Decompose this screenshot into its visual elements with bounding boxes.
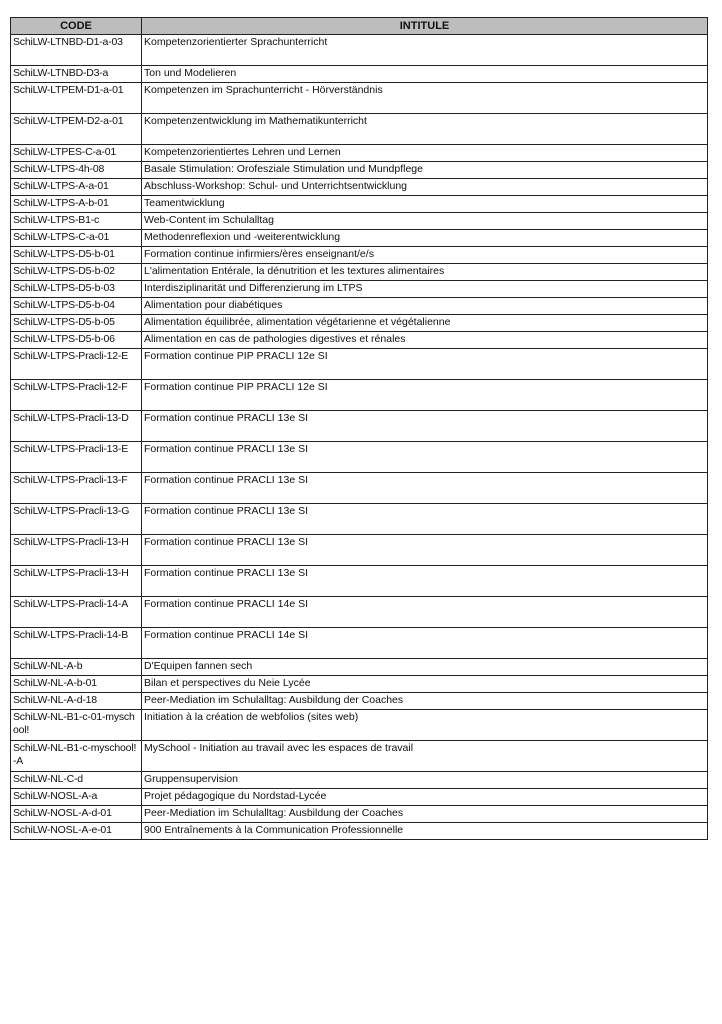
table-row bbox=[11, 597, 708, 628]
table-row bbox=[11, 380, 708, 411]
code-cell: SchiLW-LTPS-Pracli-13-G bbox=[11, 504, 142, 535]
table-row bbox=[11, 349, 708, 380]
intitule-cell: Formation continue PRACLI 13e SI bbox=[142, 411, 708, 442]
intitule-cell: Interdisziplinarität und Differenzierung im LTPS bbox=[142, 281, 708, 298]
table-row bbox=[11, 710, 708, 741]
code-cell: SchiLW-NOSL-A-a bbox=[11, 789, 142, 806]
code-cell: SchiLW-LTPS-D5-b-04 bbox=[11, 298, 142, 315]
code-cell: SchiLW-LTPS-Pracli-13-F bbox=[11, 473, 142, 504]
code-cell: SchiLW-LTPS-D5-b-03 bbox=[11, 281, 142, 298]
table-row bbox=[11, 83, 708, 114]
table-row bbox=[11, 693, 708, 710]
code-cell: SchiLW-LTPS-A-b-01 bbox=[11, 196, 142, 213]
code-cell: SchiLW-LTPS-Pracli-13-D bbox=[11, 411, 142, 442]
intitule-cell: Alimentation équilibrée, alimentation végétarienne et végétalienne bbox=[142, 315, 708, 332]
intitule-cell: Formation continue PRACLI 14e SI bbox=[142, 597, 708, 628]
table-row bbox=[11, 806, 708, 823]
table-row bbox=[11, 504, 708, 535]
code-cell: SchiLW-LTPS-Pracli-12-E bbox=[11, 349, 142, 380]
table-row bbox=[11, 315, 708, 332]
intitule-cell: Formation continue PRACLI 13e SI bbox=[142, 442, 708, 473]
code-cell: SchiLW-LTPS-A-a-01 bbox=[11, 179, 142, 196]
code-cell: SchiLW-NOSL-A-d-01 bbox=[11, 806, 142, 823]
table-row bbox=[11, 535, 708, 566]
table-row bbox=[11, 823, 708, 840]
intitule-cell: Projet pédagogique du Nordstad-Lycée bbox=[142, 789, 708, 806]
intitule-cell: Formation continue PRACLI 14e SI bbox=[142, 628, 708, 659]
header-code: CODE bbox=[11, 18, 142, 35]
table-row bbox=[11, 566, 708, 597]
code-cell: SchiLW-LTPS-Pracli-14-B bbox=[11, 628, 142, 659]
code-cell: SchiLW-LTPES-C-a-01 bbox=[11, 145, 142, 162]
code-cell: SchiLW-NL-B1-c-01-myschool! bbox=[11, 710, 142, 741]
table-row bbox=[11, 659, 708, 676]
code-cell: SchiLW-LTNBD-D1-a-03 bbox=[11, 35, 142, 66]
code-cell: SchiLW-LTPS-D5-b-06 bbox=[11, 332, 142, 349]
code-cell: SchiLW-LTPS-B1-c bbox=[11, 213, 142, 230]
table-row bbox=[11, 66, 708, 83]
table-row bbox=[11, 741, 708, 772]
intitule-cell: Alimentation en cas de pathologies digestives et rénales bbox=[142, 332, 708, 349]
table-row bbox=[11, 213, 708, 230]
header-row bbox=[11, 18, 708, 35]
intitule-cell: Formation continue PRACLI 13e SI bbox=[142, 535, 708, 566]
code-cell: SchiLW-NL-A-d-18 bbox=[11, 693, 142, 710]
intitule-cell: L'alimentation Entérale, la dénutrition et les textures alimentaires bbox=[142, 264, 708, 281]
intitule-cell: Gruppensupervision bbox=[142, 772, 708, 789]
intitule-cell: MySchool - Initiation au travail avec les espaces de travail bbox=[142, 741, 708, 772]
intitule-cell: Formation continue PIP PRACLI 12e SI bbox=[142, 380, 708, 411]
intitule-cell: Kompetenzen im Sprachunterricht - Hörverständnis bbox=[142, 83, 708, 114]
intitule-cell: Alimentation pour diabétiques bbox=[142, 298, 708, 315]
table-body bbox=[11, 35, 708, 840]
intitule-cell: Kompetenzorientiertes Lehren und Lernen bbox=[142, 145, 708, 162]
code-cell: SchiLW-LTPS-C-a-01 bbox=[11, 230, 142, 247]
table-row bbox=[11, 179, 708, 196]
intitule-cell: Formation continue PRACLI 13e SI bbox=[142, 473, 708, 504]
intitule-cell: Peer-Mediation im Schulalltag: Ausbildung der Coaches bbox=[142, 693, 708, 710]
intitule-cell: Abschluss-Workshop: Schul- und Unterrichtsentwicklung bbox=[142, 179, 708, 196]
course-table bbox=[10, 17, 708, 840]
intitule-cell: 900 Entraînements à la Communication Professionnelle bbox=[142, 823, 708, 840]
code-cell: SchiLW-LTPS-Pracli-13-E bbox=[11, 442, 142, 473]
code-cell: SchiLW-LTPS-D5-b-05 bbox=[11, 315, 142, 332]
intitule-cell: Formation continue PRACLI 13e SI bbox=[142, 504, 708, 535]
code-cell: SchiLW-NL-A-b-01 bbox=[11, 676, 142, 693]
code-cell: SchiLW-NOSL-A-e-01 bbox=[11, 823, 142, 840]
code-cell: SchiLW-LTNBD-D3-a bbox=[11, 66, 142, 83]
intitule-cell: Web-Content im Schulalltag bbox=[142, 213, 708, 230]
table-row bbox=[11, 281, 708, 298]
table-row bbox=[11, 114, 708, 145]
header-intitule: INTITULE bbox=[142, 18, 708, 35]
code-cell: SchiLW-LTPS-Pracli-12-F bbox=[11, 380, 142, 411]
code-cell: SchiLW-NL-A-b bbox=[11, 659, 142, 676]
table-row bbox=[11, 442, 708, 473]
table-row bbox=[11, 411, 708, 442]
code-cell: SchiLW-LTPEM-D2-a-01 bbox=[11, 114, 142, 145]
intitule-cell: Kompetenzorientierter Sprachunterricht bbox=[142, 35, 708, 66]
intitule-cell: Peer-Mediation im Schulalltag: Ausbildung der Coaches bbox=[142, 806, 708, 823]
intitule-cell: Kompetenzentwicklung im Mathematikunterricht bbox=[142, 114, 708, 145]
table-row bbox=[11, 35, 708, 66]
intitule-cell: Formation continue PIP PRACLI 12e SI bbox=[142, 349, 708, 380]
document-page bbox=[10, 17, 707, 840]
intitule-cell: Formation continue PRACLI 13e SI bbox=[142, 566, 708, 597]
table-row bbox=[11, 298, 708, 315]
intitule-cell: Methodenreflexion und -weiterentwicklung bbox=[142, 230, 708, 247]
intitule-cell: Formation continue infirmiers/ères enseignant/e/s bbox=[142, 247, 708, 264]
intitule-cell: Ton und Modelieren bbox=[142, 66, 708, 83]
code-cell: SchiLW-NL-B1-c-myschool!-A bbox=[11, 741, 142, 772]
code-cell: SchiLW-LTPS-D5-b-01 bbox=[11, 247, 142, 264]
code-cell: SchiLW-LTPS-Pracli-13-H bbox=[11, 566, 142, 597]
intitule-cell: Teamentwicklung bbox=[142, 196, 708, 213]
code-cell: SchiLW-NL-C-d bbox=[11, 772, 142, 789]
intitule-cell: D'Equipen fannen sech bbox=[142, 659, 708, 676]
table-row bbox=[11, 145, 708, 162]
table-row bbox=[11, 789, 708, 806]
intitule-cell: Bilan et perspectives du Neie Lycée bbox=[142, 676, 708, 693]
code-cell: SchiLW-LTPS-Pracli-13-H bbox=[11, 535, 142, 566]
table-row bbox=[11, 247, 708, 264]
table-row bbox=[11, 196, 708, 213]
table-row bbox=[11, 772, 708, 789]
table-row bbox=[11, 676, 708, 693]
intitule-cell: Initiation à la création de webfolios (sites web) bbox=[142, 710, 708, 741]
intitule-cell: Basale Stimulation: Orofesziale Stimulation und Mundpflege bbox=[142, 162, 708, 179]
code-cell: SchiLW-LTPS-Pracli-14-A bbox=[11, 597, 142, 628]
table-row bbox=[11, 162, 708, 179]
code-cell: SchiLW-LTPEM-D1-a-01 bbox=[11, 83, 142, 114]
table-row bbox=[11, 473, 708, 504]
table-row bbox=[11, 332, 708, 349]
code-cell: SchiLW-LTPS-D5-b-02 bbox=[11, 264, 142, 281]
table-row bbox=[11, 628, 708, 659]
table-row bbox=[11, 264, 708, 281]
code-cell: SchiLW-LTPS-4h-08 bbox=[11, 162, 142, 179]
table-row bbox=[11, 230, 708, 247]
